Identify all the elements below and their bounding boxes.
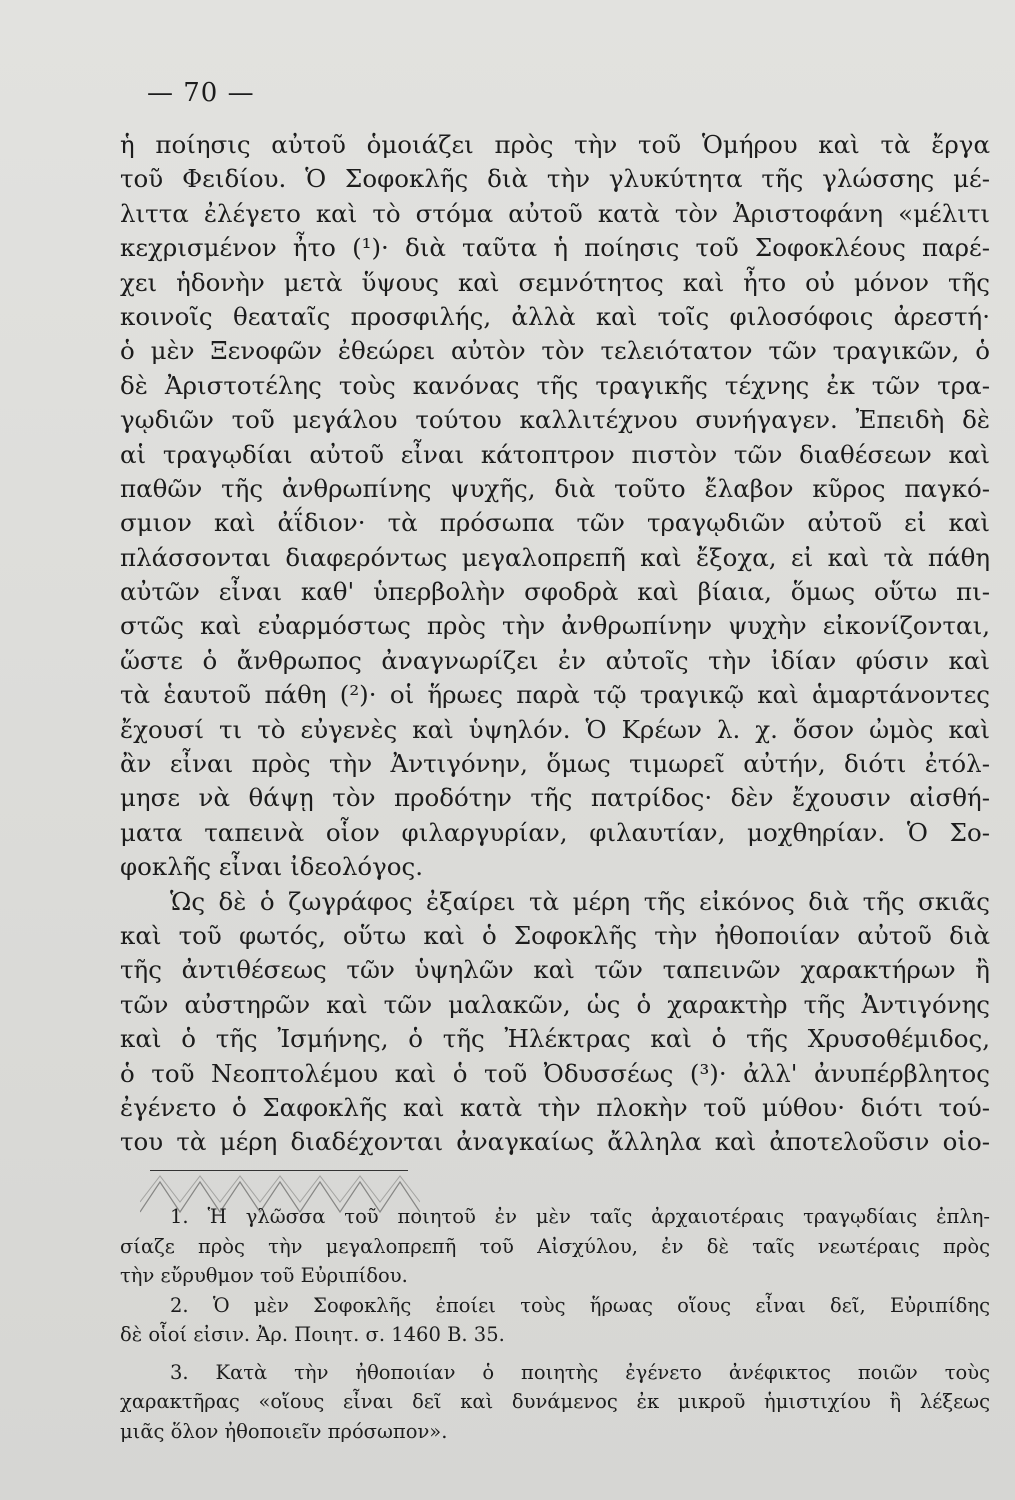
text-line: φοκλῆς εἶναι ἰδεολόγος. — [120, 852, 424, 882]
text-line: κεχρισμένον ἦτο (¹)· διὰ ταῦτα ἡ ποίησις τοῦ Σοφοκλέους παρέ- — [120, 233, 990, 263]
footnote-line: μιᾶς ὅλον ἠθοποιεῖν πρόσωπον». — [120, 1419, 448, 1443]
footnote-line: χαρακτῆρας «οἵους εἶναι δεῖ καὶ δυνάμενος ἐκ μικροῦ ἡμιστιχίου ἢ λέξεως — [120, 1390, 990, 1413]
text-line: λιττα ἐλέγετο καὶ τὸ στόμα αὐτοῦ κατὰ τὸν Ἀριστοφάνη «μέλιτι — [120, 198, 990, 228]
text-line: τῶν αὐστηρῶν καὶ τῶν μαλακῶν, ὡς ὁ χαρακτὴρ τῆς Ἀντιγόνης — [120, 989, 990, 1019]
text-line: πλάσσονται διαφερόντως μεγαλοπρεπῆ καὶ ἔξοχα, εἰ καὶ τὰ πάθη — [120, 542, 990, 572]
footnote-line: 1. Ἡ γλῶσσα τοῦ ποιητοῦ ἐν μὲν ταῖς ἀρχαιοτέραις τραγῳδίαις ἐπλη- — [170, 1205, 990, 1228]
text-line: ὁ τοῦ Νεοπτολέμου καὶ ὁ τοῦ Ὀδυσσέως (³)· ἀλλ' ἀνυπέρβλητος — [120, 1058, 990, 1088]
text-line: τοῦ Φειδίου. Ὁ Σοφοκλῆς διὰ τὴν γλυκύτητα τῆς γλώσσης μέ- — [120, 164, 990, 194]
text-line: ἐγένετο ὁ Σαφοκλῆς καὶ κατὰ τὴν πλοκὴν τοῦ μύθου· διότι τού- — [120, 1092, 990, 1122]
footnote-separator — [150, 1170, 408, 1171]
footnote-line: 3. Κατὰ τὴν ἠθοποιίαν ὁ ποιητὴς ἐγένετο ἀνέφικτος ποιῶν τοὺς — [170, 1360, 990, 1384]
footnotes — [120, 1202, 990, 1446]
text-line: Ὡς δὲ ὁ ζωγράφος ἐξαίρει τὰ μέρη τῆς εἰκόνος διὰ τῆς σκιᾶς — [170, 886, 990, 916]
footnote-line: 2. Ὁ μὲν Σοφοκλῆς ἐποίει τοὺς ἥρωας οἵους εἶναι δεῖ, Εὐριπίδης — [170, 1293, 990, 1317]
text-line: ἡ ποίησις αὐτοῦ ὁμοιάζει πρὸς τὴν τοῦ Ὁμήρου καὶ τὰ ἔργα — [120, 130, 990, 159]
text-line: παθῶν τῆς ἀνθρωπίνης ψυχῆς, διὰ τοῦτο ἔλαβον κῦρος παγκό- — [120, 473, 990, 503]
footnote-line: σίαζε πρὸς τὴν μεγαλοπρεπῆ τοῦ Αἰσχύλου, ἐν δὲ ταῖς νεωτέραις πρὸς — [120, 1234, 990, 1258]
text-line: γῳδιῶν τοῦ μεγάλου τούτου καλλιτέχνου συνήγαγεν. Ἐπειδὴ δὲ — [120, 405, 990, 435]
footnote-line: τὴν εὔρυθμον τοῦ Εὐριπίδου. — [120, 1264, 408, 1287]
text-line: καὶ τοῦ φωτός, οὕτω καὶ ὁ Σοφοκλῆς τὴν ἠθοποιίαν αὐτοῦ διὰ — [120, 920, 990, 950]
text-line: μησε νὰ θάψῃ τὸν προδότην τῆς πατρίδος· δὲν ἔχουσιν αἰσθή- — [120, 783, 990, 813]
text-line: αἱ τραγῳδίαι αὐτοῦ εἶναι κάτοπτρον πιστὸν τῶν διαθέσεων καὶ — [120, 439, 990, 469]
text-line: του τὰ μέρη διαδέχονται ἀναγκαίως ἄλληλα καὶ ἀποτελοῦσιν οἱο- — [120, 1127, 990, 1157]
text-line: αὐτῶν εἶναι καθ' ὑπερβολὴν σφοδρὰ καὶ βίαια, ὅμως οὕτω πι- — [120, 577, 990, 607]
text-line: κοινοῖς θεαταῖς προσφιλής, ἀλλὰ καὶ τοῖς φιλοσόφοις ἀρεστή· — [120, 301, 990, 331]
main-text — [120, 128, 990, 1160]
footnote-line: δὲ οἷοί εἰσιν. Ἀρ. Ποιητ. σ. 1460 Β. 35. — [120, 1323, 505, 1346]
text-line: ἔχουσί τι τὸ εὐγενὲς καὶ ὑψηλόν. Ὁ Κρέων λ. χ. ὅσον ὠμὸς καὶ — [120, 714, 990, 744]
text-line: χει ἡδονὴν μετὰ ὕψους καὶ σεμνότητος καὶ ἦτο οὐ μόνον τῆς — [120, 267, 990, 297]
text-line: δὲ Ἀριστοτέλης τοὺς κανόνας τῆς τραγικῆς τέχνης ἐκ τῶν τρα- — [120, 370, 990, 400]
text-line: ὥστε ὁ ἄνθρωπος ἀναγνωρίζει ἐν αὐτοῖς τὴν ἰδίαν φύσιν καὶ — [120, 645, 990, 675]
text-line: καὶ ὁ τῆς Ἰσμήνης, ὁ τῆς Ἠλέκτρας καὶ ὁ τῆς Χρυσοθέμιδος, — [120, 1024, 990, 1054]
text-line: ματα ταπεινὰ οἷον φιλαργυρίαν, φιλαυτίαν, μοχθηρίαν. Ὁ Σο- — [120, 817, 990, 847]
text-line: τὰ ἑαυτοῦ πάθη (²)· οἱ ἥρωες παρὰ τῷ τραγικῷ καὶ ἁμαρτάνοντες — [120, 680, 990, 710]
text-line: ὁ μὲν Ξενοφῶν ἐθεώρει αὐτὸν τὸν τελειότατον τῶν τραγικῶν, ὁ — [120, 336, 990, 366]
text-line: τῆς ἀντιθέσεως τῶν ὑψηλῶν καὶ τῶν ταπεινῶν χαρακτήρων ἢ — [120, 955, 990, 985]
page-number: — 70 — — [147, 78, 255, 108]
text-line: σμιον καὶ ἀΐδιον· τὰ πρόσωπα τῶν τραγῳδιῶν αὐτοῦ εἰ καὶ — [120, 508, 990, 538]
text-line: στῶς καὶ εὐαρμόστως πρὸς τὴν ἀνθρωπίνην ψυχὴν εἰκονίζονται, — [120, 611, 990, 641]
text-line: ἂν εἶναι πρὸς τὴν Ἀντιγόνην, ὅμως τιμωρεῖ αὐτήν, διότι ἐτόλ- — [120, 749, 990, 779]
